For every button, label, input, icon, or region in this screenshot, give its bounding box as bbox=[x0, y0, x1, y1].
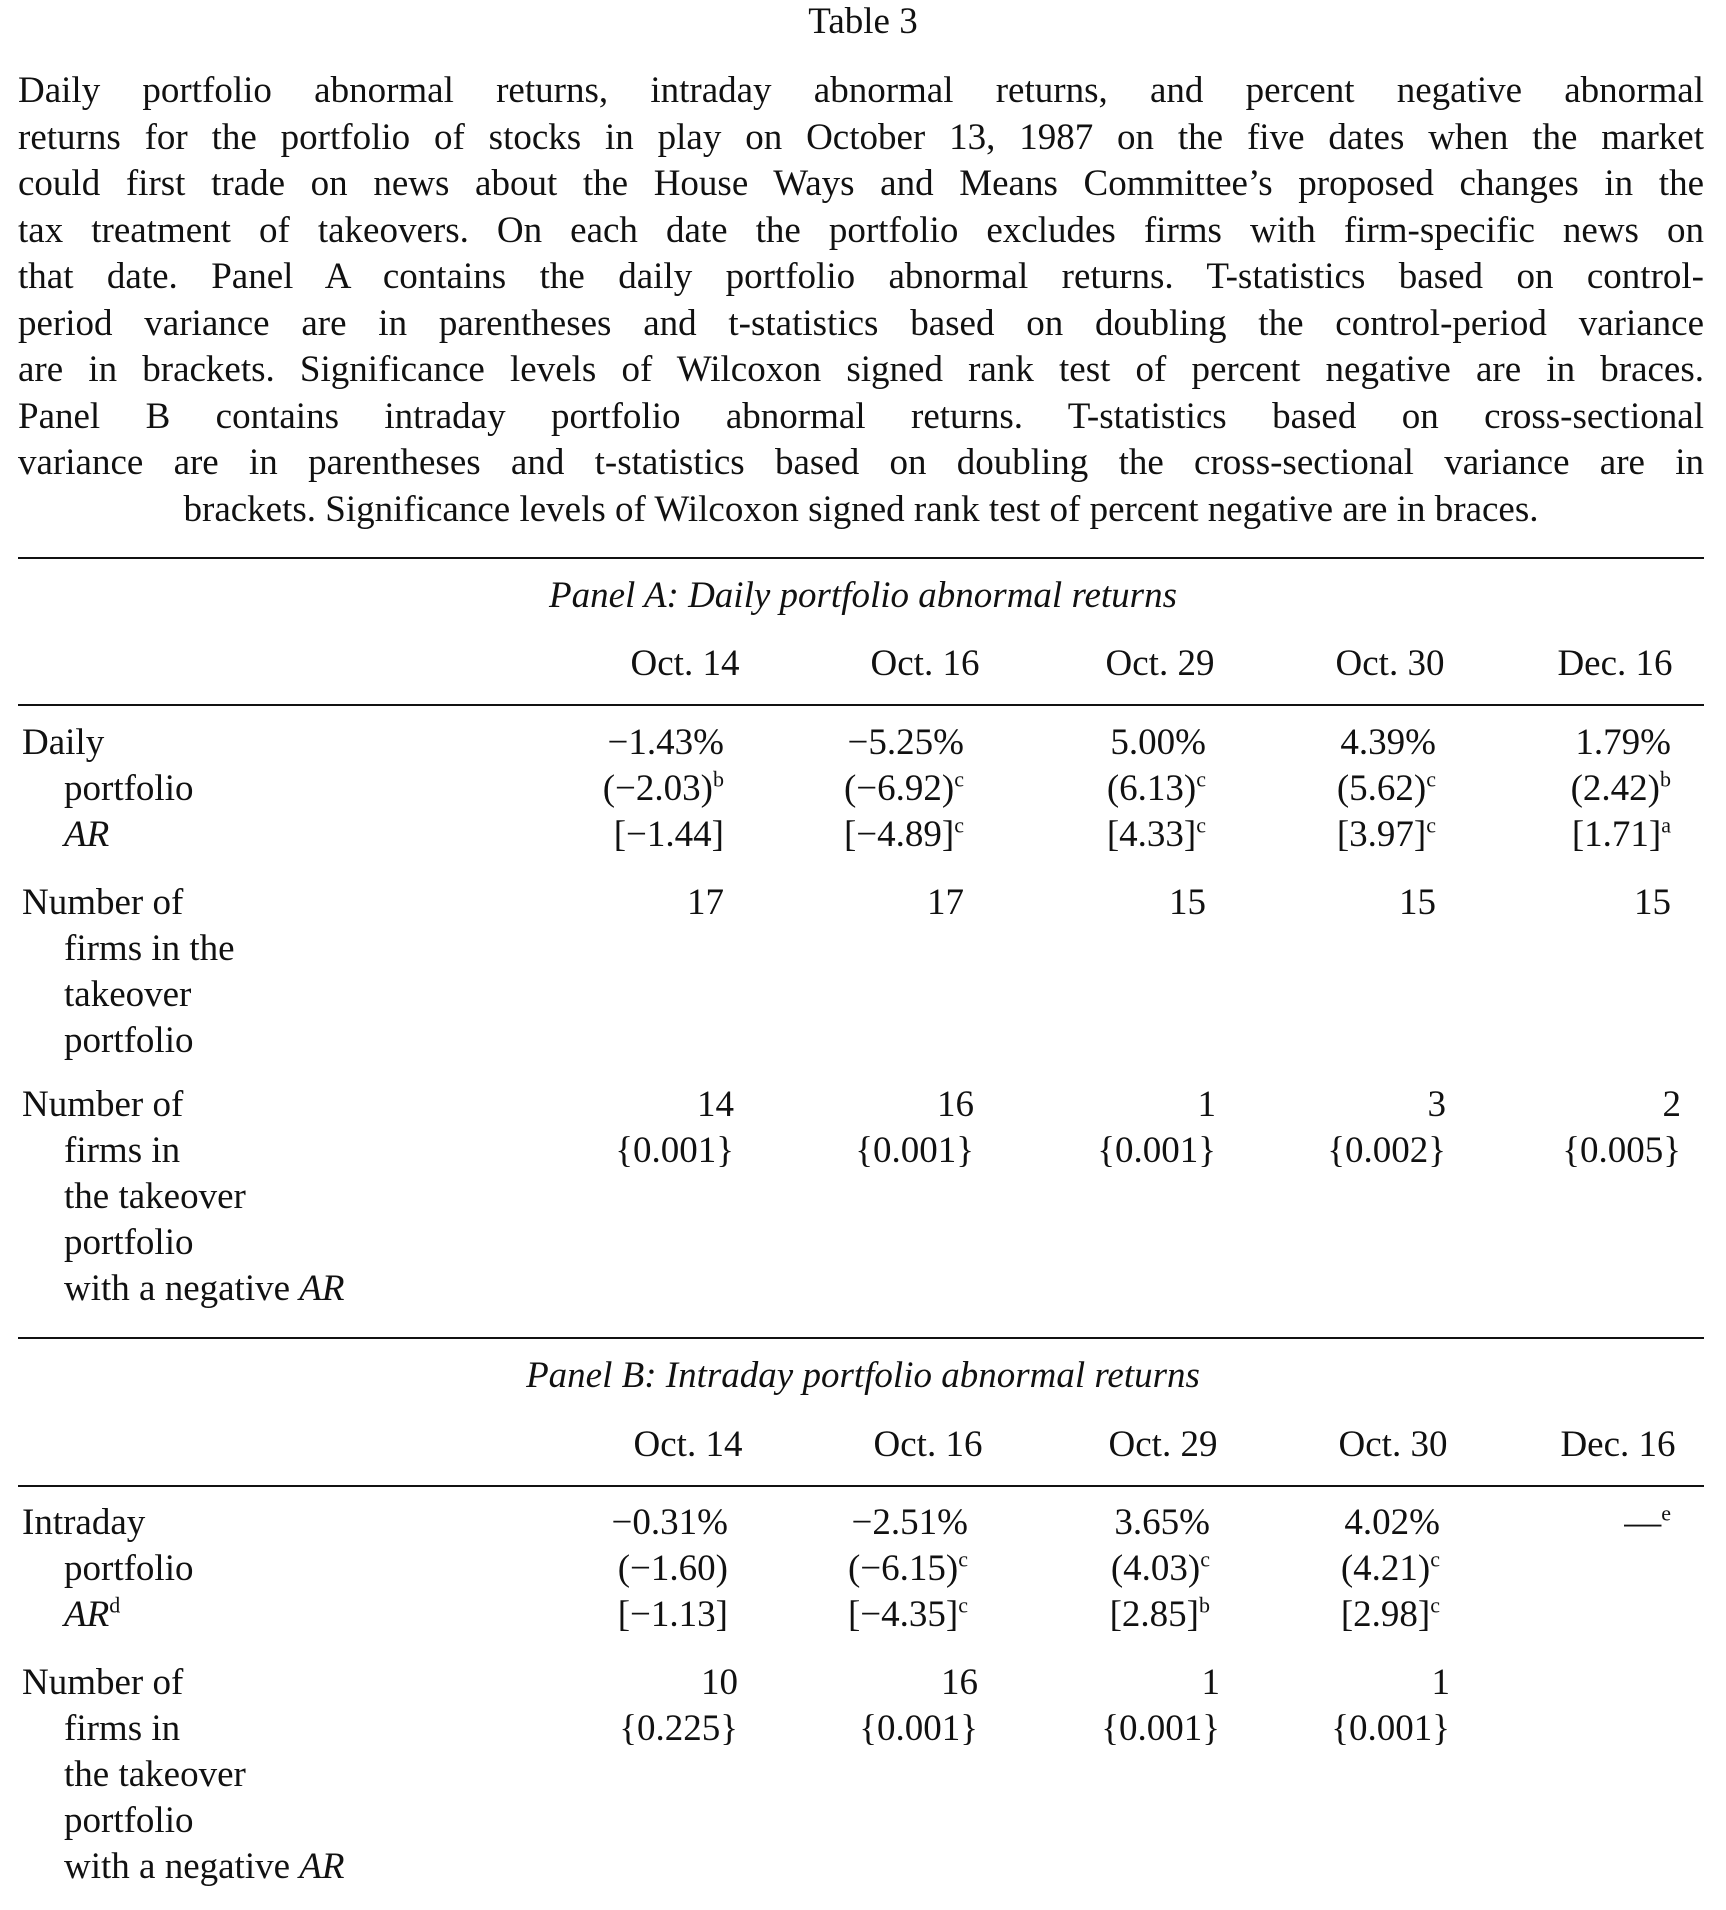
num-negative-a-oct29 bbox=[1097, 1082, 1216, 1174]
num-negative-b-oct30-line bbox=[1331, 1706, 1450, 1752]
panel-b-top-rule bbox=[18, 1337, 1704, 1339]
footnote-marker: c bbox=[1196, 766, 1206, 792]
footnote-marker: a bbox=[1661, 812, 1671, 838]
num-negative-a-dec16-text: {0.005} bbox=[1562, 1130, 1681, 1171]
daily-ar-oct16-line bbox=[844, 812, 964, 858]
intraday-ar-oct14-text: (−1.60) bbox=[617, 1548, 728, 1589]
intraday-ar-oct14-line bbox=[612, 1546, 728, 1592]
table-caption bbox=[18, 68, 1704, 533]
panel-a-col-oct14: Oct. 14 bbox=[630, 643, 740, 684]
daily-ar-oct16-line bbox=[844, 766, 964, 812]
num-negative-a-oct14 bbox=[615, 1082, 734, 1174]
daily-ar-oct16-text: [−4.89] bbox=[843, 814, 955, 855]
num-negative-b-oct29 bbox=[1101, 1660, 1220, 1752]
num-negative-a-dec16-line bbox=[1562, 1128, 1681, 1174]
daily-ar-oct29-text: (6.13) bbox=[1106, 768, 1197, 809]
panel-a-title: Panel A: Daily portfolio abnormal returns bbox=[549, 575, 1177, 616]
table-title: Table 3 bbox=[808, 1, 918, 42]
intraday-ar-dec16 bbox=[1624, 1500, 1671, 1546]
row-label-line: Daily bbox=[22, 722, 105, 763]
intraday-ar-oct30-text: (4.21) bbox=[1340, 1548, 1431, 1589]
intraday-ar-oct29-text: [2.85] bbox=[1109, 1594, 1199, 1635]
daily-ar-dec16-line bbox=[1571, 720, 1671, 766]
intraday-ar-dec16-line bbox=[1624, 1500, 1671, 1546]
intraday-ar-oct29-text: (4.03) bbox=[1110, 1548, 1201, 1589]
num-negative-a-oct14-line bbox=[615, 1082, 734, 1128]
panel-b-title: Panel B: Intraday portfolio abnormal returns bbox=[526, 1355, 1200, 1396]
daily-ar-oct30-text: [3.97] bbox=[1336, 814, 1427, 855]
panel-a-col-oct16: Oct. 16 bbox=[870, 643, 980, 684]
daily-ar-dec16-text: 1.79% bbox=[1575, 722, 1671, 763]
intraday-ar-oct16-line bbox=[848, 1546, 968, 1592]
panel-b-header-rule bbox=[18, 1485, 1704, 1487]
row-label-line: AR bbox=[64, 814, 110, 855]
footnote-marker: b bbox=[713, 766, 724, 792]
num-negative-a-oct16-text: {0.001} bbox=[855, 1130, 974, 1171]
daily-ar-oct29-text: [4.33] bbox=[1106, 814, 1197, 855]
num-negative-a-oct30 bbox=[1327, 1082, 1446, 1174]
panel-b-col-oct16: Oct. 16 bbox=[873, 1424, 983, 1465]
intraday-ar-oct16 bbox=[848, 1500, 968, 1638]
num-negative-b-oct30 bbox=[1331, 1660, 1450, 1752]
num-negative-b-oct30-text: {0.001} bbox=[1331, 1708, 1450, 1749]
row-label-line: the takeover bbox=[64, 1754, 246, 1795]
row-label-num-firms bbox=[22, 880, 235, 1064]
daily-ar-dec16 bbox=[1571, 720, 1671, 858]
num-negative-a-oct14-text: {0.001} bbox=[615, 1130, 734, 1171]
row-label-line: Number of bbox=[22, 882, 184, 923]
row-label-line: portfolio bbox=[64, 1800, 194, 1841]
num-negative-a-oct16-text: 16 bbox=[937, 1084, 974, 1125]
panel-b-col-oct30: Oct. 30 bbox=[1338, 1424, 1448, 1465]
num-negative-b-oct14-text: 10 bbox=[701, 1662, 738, 1703]
footnote-marker: c bbox=[1430, 1546, 1440, 1572]
num-negative-a-dec16-line bbox=[1562, 1082, 1681, 1128]
num-negative-b-oct29-line bbox=[1101, 1706, 1220, 1752]
caption-line: period variance are in parentheses and t-statistics based on doubling the control-period variance bbox=[18, 302, 1704, 344]
num-negative-a-oct30-text: 3 bbox=[1427, 1084, 1446, 1125]
daily-ar-oct30-text: (5.62) bbox=[1336, 768, 1427, 809]
num-negative-b-oct30-line bbox=[1331, 1660, 1450, 1706]
intraday-ar-oct29-line bbox=[1110, 1500, 1210, 1546]
row-label-intraday-ar bbox=[22, 1500, 193, 1638]
ar-abbrev: AR bbox=[299, 1846, 345, 1887]
intraday-ar-oct30-line bbox=[1341, 1500, 1440, 1546]
row-label-line: with a negative AR bbox=[64, 1268, 345, 1309]
num-negative-a-oct14-text: 14 bbox=[697, 1084, 734, 1125]
panel-a-col-dec16: Dec. 16 bbox=[1557, 643, 1673, 684]
panel-a-top-rule bbox=[18, 557, 1704, 559]
num-firms-oct14: 17 bbox=[687, 882, 724, 923]
footnote-marker: b bbox=[1660, 766, 1671, 792]
daily-ar-oct14-line bbox=[603, 812, 724, 858]
row-label-line: portfolio bbox=[64, 768, 194, 809]
intraday-ar-oct30-line bbox=[1341, 1546, 1440, 1592]
caption-line: Daily portfolio abnormal returns, intraday abnormal returns, and percent negative abnormal bbox=[18, 70, 1704, 111]
row-label-line: firms in bbox=[64, 1130, 181, 1171]
num-negative-a-oct29-line bbox=[1097, 1082, 1216, 1128]
footnote-marker: e bbox=[1661, 1500, 1671, 1526]
intraday-ar-oct14-text: −0.31% bbox=[611, 1502, 728, 1543]
num-negative-b-oct29-text: {0.001} bbox=[1101, 1708, 1220, 1749]
row-label-line: the takeover bbox=[64, 1176, 246, 1217]
num-negative-b-oct16-text: 16 bbox=[941, 1662, 978, 1703]
intraday-ar-oct30-text: [2.98] bbox=[1340, 1594, 1431, 1635]
num-negative-b-oct30-text: 1 bbox=[1431, 1662, 1450, 1703]
footnote-marker: c bbox=[954, 766, 964, 792]
footnote-marker: b bbox=[1199, 1592, 1210, 1618]
intraday-ar-oct14-text: [−1.13] bbox=[617, 1594, 728, 1635]
panel-b-col-oct29: Oct. 29 bbox=[1108, 1424, 1218, 1465]
daily-ar-oct30-line bbox=[1337, 812, 1436, 858]
row-label-line: portfolio bbox=[64, 1020, 194, 1061]
num-firms-dec16: 15 bbox=[1634, 882, 1671, 923]
row-label-line: firms in the bbox=[64, 928, 235, 969]
footnote-marker: c bbox=[1426, 766, 1436, 792]
footnote-marker: c bbox=[1200, 1546, 1210, 1572]
daily-ar-oct14-line bbox=[603, 720, 724, 766]
num-negative-b-oct16-line bbox=[859, 1660, 978, 1706]
panel-b-col-oct14: Oct. 14 bbox=[633, 1424, 743, 1465]
num-negative-b-oct14 bbox=[619, 1660, 738, 1752]
caption-line: variance are in parentheses and t-statistics based on doubling the cross-sectional variance are in bbox=[18, 442, 1704, 483]
daily-ar-oct30 bbox=[1337, 720, 1436, 858]
row-label-daily-ar bbox=[22, 720, 193, 858]
intraday-ar-oct16-text: −2.51% bbox=[851, 1502, 968, 1543]
num-negative-a-oct16-line bbox=[855, 1082, 974, 1128]
caption-line: returns for the portfolio of stocks in play on October 13, 1987 on the five dates when the market bbox=[18, 116, 1704, 158]
caption-line: brackets. Significance levels of Wilcoxon signed rank test of percent negative are in braces. bbox=[183, 488, 1539, 530]
daily-ar-oct16-text: (−6.92) bbox=[843, 768, 955, 809]
daily-ar-oct16-line bbox=[844, 720, 964, 766]
intraday-ar-oct14 bbox=[612, 1500, 728, 1638]
intraday-ar-oct29 bbox=[1110, 1500, 1210, 1638]
panel-b-col-dec16: Dec. 16 bbox=[1560, 1424, 1676, 1465]
caption-line: could first trade on news about the House Ways and Means Committee’s proposed changes in the bbox=[18, 163, 1704, 204]
daily-ar-oct14-text: [−1.44] bbox=[613, 814, 724, 855]
num-negative-b-oct29-text: 1 bbox=[1201, 1662, 1220, 1703]
num-negative-a-oct29-text: 1 bbox=[1197, 1084, 1216, 1125]
footnote-marker: c bbox=[958, 1546, 968, 1572]
daily-ar-oct14-text: (−2.03) bbox=[602, 768, 713, 809]
num-negative-a-oct16 bbox=[855, 1082, 974, 1174]
row-label-line: Intraday bbox=[22, 1502, 146, 1543]
panel-a-col-oct29: Oct. 29 bbox=[1105, 643, 1215, 684]
num-firms-oct29: 15 bbox=[1169, 882, 1206, 923]
intraday-ar-oct29-text: 3.65% bbox=[1114, 1502, 1210, 1543]
num-firms-oct16: 17 bbox=[927, 882, 964, 923]
daily-ar-oct30-line bbox=[1337, 766, 1436, 812]
row-label-line: portfolio bbox=[64, 1548, 194, 1589]
footnote-marker: c bbox=[1196, 812, 1206, 838]
daily-ar-oct14-text: −1.43% bbox=[607, 722, 724, 763]
num-negative-a-oct30-line bbox=[1327, 1128, 1446, 1174]
intraday-ar-oct16-line bbox=[848, 1500, 968, 1546]
num-negative-b-oct29-line bbox=[1101, 1660, 1220, 1706]
daily-ar-oct14 bbox=[603, 720, 724, 858]
intraday-ar-oct16-line bbox=[848, 1592, 968, 1638]
num-negative-a-oct30-line bbox=[1327, 1082, 1446, 1128]
num-negative-a-oct16-line bbox=[855, 1128, 974, 1174]
panel-a-col-oct30: Oct. 30 bbox=[1335, 643, 1445, 684]
intraday-ar-oct30-text: 4.02% bbox=[1344, 1502, 1440, 1543]
caption-line: that date. Panel A contains the daily portfolio abnormal returns. T-statistics based on control- bbox=[18, 256, 1704, 297]
num-negative-b-oct14-text: {0.225} bbox=[619, 1708, 738, 1749]
daily-ar-dec16-text: (2.42) bbox=[1570, 768, 1660, 809]
row-label-line: portfolio bbox=[64, 1222, 194, 1263]
intraday-ar-oct16-text: [−4.35] bbox=[847, 1594, 959, 1635]
row-label-line: takeover bbox=[64, 974, 192, 1015]
caption-line: tax treatment of takeovers. On each date the portfolio excludes firms with firm-specific news on bbox=[18, 209, 1704, 251]
panel-a-header-rule bbox=[18, 704, 1704, 706]
intraday-ar-oct14-line bbox=[612, 1500, 728, 1546]
daily-ar-dec16-text: [1.71] bbox=[1571, 814, 1662, 855]
caption-line: are in brackets. Significance levels of Wilcoxon signed rank test of percent negative are in braces. bbox=[18, 349, 1704, 390]
num-negative-b-oct16 bbox=[859, 1660, 978, 1752]
row-label-num-negative-b bbox=[22, 1660, 344, 1890]
num-negative-b-oct16-line bbox=[859, 1706, 978, 1752]
daily-ar-oct14-line bbox=[603, 766, 724, 812]
footnote-marker: c bbox=[1430, 1592, 1440, 1618]
intraday-ar-oct14-line bbox=[612, 1592, 728, 1638]
daily-ar-oct16-text: −5.25% bbox=[847, 722, 964, 763]
caption-line: Panel B contains intraday portfolio abnormal returns. T-statistics based on cross-sectional bbox=[18, 395, 1704, 437]
row-label-line: with a negative AR bbox=[64, 1846, 345, 1887]
intraday-ar-oct30 bbox=[1341, 1500, 1440, 1638]
daily-ar-dec16-line bbox=[1571, 766, 1671, 812]
num-negative-b-oct16-text: {0.001} bbox=[859, 1708, 978, 1749]
daily-ar-oct29-line bbox=[1107, 720, 1206, 766]
intraday-ar-oct29-line bbox=[1110, 1592, 1210, 1638]
row-label-num-negative-a bbox=[22, 1082, 344, 1312]
daily-ar-oct30-line bbox=[1337, 720, 1436, 766]
daily-ar-oct29-text: 5.00% bbox=[1110, 722, 1206, 763]
footnote-marker: c bbox=[958, 1592, 968, 1618]
num-negative-a-oct29-text: {0.001} bbox=[1097, 1130, 1216, 1171]
footnote-marker: c bbox=[954, 812, 964, 838]
num-negative-a-dec16 bbox=[1562, 1082, 1681, 1174]
num-negative-a-oct29-line bbox=[1097, 1128, 1216, 1174]
footnote-marker: d bbox=[109, 1592, 121, 1618]
daily-ar-oct29 bbox=[1107, 720, 1206, 858]
num-negative-a-dec16-text: 2 bbox=[1662, 1084, 1681, 1125]
intraday-ar-oct30-line bbox=[1341, 1592, 1440, 1638]
num-negative-b-oct14-line bbox=[619, 1706, 738, 1752]
intraday-ar-dec16-text: — bbox=[1624, 1502, 1662, 1543]
num-negative-a-oct30-text: {0.002} bbox=[1327, 1130, 1446, 1171]
intraday-ar-oct29-line bbox=[1110, 1546, 1210, 1592]
daily-ar-oct16 bbox=[844, 720, 964, 858]
daily-ar-oct30-text: 4.39% bbox=[1340, 722, 1436, 763]
ar-abbrev: AR bbox=[299, 1268, 345, 1309]
daily-ar-oct29-line bbox=[1107, 766, 1206, 812]
num-firms-oct30: 15 bbox=[1399, 882, 1436, 923]
intraday-ar-oct16-text: (−6.15) bbox=[847, 1548, 959, 1589]
row-label-line: Number of bbox=[22, 1662, 184, 1703]
num-negative-b-oct14-line bbox=[619, 1660, 738, 1706]
daily-ar-dec16-line bbox=[1571, 812, 1671, 858]
daily-ar-oct29-line bbox=[1107, 812, 1206, 858]
num-negative-a-oct14-line bbox=[615, 1128, 734, 1174]
row-label-line: firms in bbox=[64, 1708, 181, 1749]
footnote-marker: c bbox=[1426, 812, 1436, 838]
row-label-line: AR bbox=[64, 1594, 110, 1635]
row-label-line: Number of bbox=[22, 1084, 184, 1125]
